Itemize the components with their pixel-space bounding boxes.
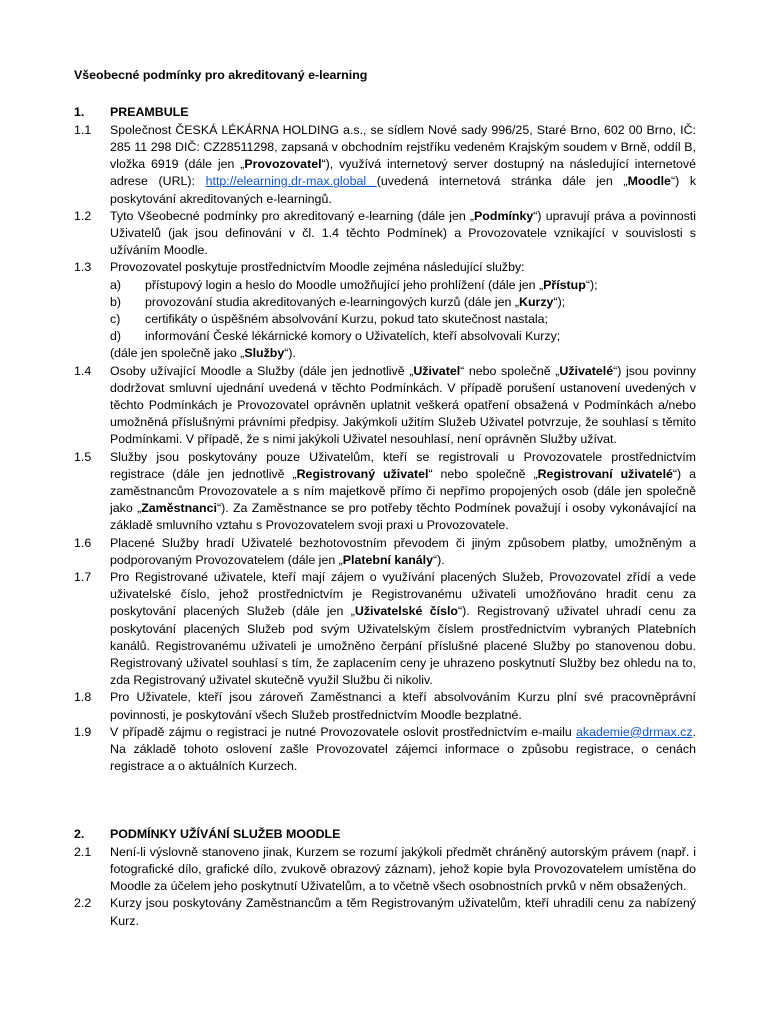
text-run: “). (284, 346, 296, 361)
defined-term: Uživatelské číslo (354, 604, 459, 619)
text-run: . Na základě tohoto oslovení zašle Provozovatel zájemci informace o způsobu registrace, o cenách registrace a o aktuálních Kurzech. (110, 724, 696, 774)
clause-paragraph (110, 535, 696, 569)
clause-number: 2.2 (74, 896, 92, 911)
defined-term: Podmínky (474, 208, 534, 223)
text-run: “), využívá internetový server dostupný na následující internetové adrese (URL): (110, 157, 697, 189)
clause-paragraph (110, 724, 696, 776)
clause-number: 1.3 (74, 260, 92, 275)
clause (74, 363, 696, 449)
clause-number: 1.5 (74, 449, 92, 464)
link[interactable]: http://elearning.dr-max.global (205, 174, 377, 189)
defined-term: Služby (244, 346, 285, 361)
text-run: “) jsou povinny dodržovat smluvní ujednání uvedená v těchto Podmínkách. V případě porušení ustanovení uvedených v těchto Podmínkách je Provozovatel oprávněn uplatnit veškerá opatření obsažená v Podmínkách a/nebo umožněná příslušnými právními předpisy. Jakýmkoli užitím Služeb Uživatel potvrzuje, že souhlasí s těmito Podmínkami. V případě, že s nimi jakýkoli Uživatel nesouhlasí, není oprávněn Služby užívat. (110, 363, 696, 447)
clause-paragraph (110, 689, 696, 723)
text-run: “). Registrovaný uživatel uhradí cenu za poskytování placených Služeb pod svým Uživatelským číslem prostřednictvím vybraných Platebních kanálů. Registrovanému uživateli je umožněno čerpání příslušné placené Služby po stanovenou dobu. Registrovaný uživatel souhlasí s tím, že zaplacením ceny je uhrazeno poskytnutí Služby bez ohledu na to, zda Registrovaný uživatel skutečně využil Službu či nikoliv. (110, 604, 696, 688)
link[interactable]: akademie@drmax.cz (575, 724, 693, 739)
clause-paragraph (110, 895, 696, 929)
clause (74, 449, 696, 535)
clause-text (110, 363, 696, 449)
clause (74, 122, 696, 208)
clause-number: 1.7 (74, 569, 92, 584)
defined-term: Kurzy (519, 294, 554, 309)
clause (74, 689, 696, 723)
clause-paragraph (110, 569, 696, 689)
text-run: Tyto Všeobecné podmínky pro akreditovaný e-learning (dále jen „ (110, 208, 475, 223)
text-run: V případě zájmu o registraci je nutné Provozovatele oslovit prostřednictvím e-mailu (110, 724, 576, 739)
text-run: “); (585, 277, 598, 292)
clause-number: 1.6 (74, 535, 92, 550)
text-run: Placené Služby hradí Uživatelé bezhotovostním převodem či jiným způsobem platby, umožněným a podporovaným Provozovatelem (dále jen „ (110, 535, 696, 567)
text-run: “) upravují práva a povinnosti Uživatelů (jak jsou definováni v čl. 1.4 těchto Podmínek) a Provozovatele vznikající v souvislosti s užíváním Moodle. (110, 208, 696, 258)
defined-term: Provozovatel (244, 157, 322, 172)
defined-term: Registrovaní uživatelé (537, 466, 673, 481)
clause-closing (110, 345, 696, 362)
clause-text (110, 724, 696, 776)
section-heading (74, 826, 696, 843)
text-run: “) k poskytování akreditovaných e-learningů. (110, 174, 697, 206)
clause-paragraph (110, 122, 696, 208)
list-item-text (145, 328, 696, 345)
list-item (110, 311, 696, 328)
clause-paragraph (110, 363, 696, 449)
text-run: Kurzy jsou poskytovány Zaměstnancům a těm Registrovaným uživatelům, kteří uhradili cenu za nabízený Kurz. (110, 896, 696, 928)
text-run: “). (433, 552, 445, 567)
list-item-label: c) (110, 311, 121, 326)
clause-number: 1.1 (74, 122, 92, 137)
clause-paragraph (110, 449, 696, 535)
clause (74, 569, 696, 689)
list-item-text (145, 294, 696, 311)
text-run: “). Za Zaměstnance se pro potřeby těchto Podmínek považují i osoby vykonávající na základě smluvního vztahu s Provozovatelem svoji praxi u Provozovatele. (110, 501, 696, 533)
section-number: 2. (74, 827, 85, 841)
section-number: 1. (74, 105, 85, 119)
clause-text (110, 122, 696, 208)
text-run: Osoby užívající Moodle a Služby (dále jen jednotlivě „ (110, 363, 414, 378)
text-run: provozování studia akreditovaných e-learningových kurzů (dále jen „ (145, 294, 519, 309)
section-title: PREAMBULE (110, 105, 189, 119)
clause-text (110, 569, 696, 689)
clause-paragraph (110, 208, 696, 260)
document-title: Všeobecné podmínky pro akreditovaný e-learning (74, 68, 368, 82)
list-item-label: b) (110, 294, 122, 309)
list-item (110, 328, 696, 345)
text-run: Není-li výslovně stanoveno jinak, Kurzem se rozumí jakýkoli předmět chráněný autorským právem (např. i fotografické dílo, grafické dílo, zvukově obrazový záznam), jehož kopie byla Provozovatelem umístěna do Moodle za účelem jeho poskytnutí Uživatelům, a to včetně všech osobnostních prvků v něm obsažených. (110, 844, 696, 894)
list-item (110, 277, 696, 294)
clause (74, 535, 696, 569)
clause-text (110, 535, 696, 569)
defined-term: Uživatel (413, 363, 461, 378)
list-item-label: a) (110, 277, 122, 292)
clause (74, 895, 696, 929)
text-run: Provozovatel poskytuje prostřednictvím Moodle zejména následující služby: (110, 260, 525, 275)
section-title: PODMÍNKY UŽÍVÁNÍ SLUŽEB MOODLE (110, 827, 341, 841)
defined-term: Přístup (543, 277, 586, 292)
text-run: (dále jen společně jako „ (110, 346, 245, 361)
list-item-label: d) (110, 329, 122, 344)
text-run: Služby jsou poskytovány pouze Uživatelům, kteří se registrovali u Provozovatele prostřednictvím registrace (dále jen jednotlivě „ (110, 449, 696, 481)
clause-number: 1.9 (74, 724, 92, 739)
text-run: informování České lékárnické komory o Uživatelích, kteří absolvovali Kurzy; (145, 329, 561, 344)
text-run: Pro Uživatele, kteří jsou zároveň Zaměstnanci a kteří absolvováním Kurzu plní své pracovněprávní povinnosti, je poskytování všech Služeb prostřednictvím Moodle bezplatné. (110, 690, 696, 722)
list-item-text (145, 277, 696, 294)
text-run: “); (553, 294, 566, 309)
clause-number: 1.8 (74, 690, 92, 705)
defined-term: Platební kanály (342, 552, 434, 567)
section-heading (74, 104, 696, 121)
defined-term: Registrovaný uživatel (296, 466, 429, 481)
text-run: Pro Registrované uživatele, kteří mají zájem o využívání placených Služeb, Provozovatel zřídí a vede uživatelské číslo, jehož prostřednictvím je Registrovanému uživateli umožňováno hradit cenu za poskytování placených Služeb (dále jen „ (110, 569, 696, 619)
clause (74, 844, 696, 896)
clause-paragraph (110, 844, 696, 896)
text-run: Společnost ČESKÁ LÉKÁRNA HOLDING a.s., se sídlem Nové sady 996/25, Staré Brno, 602 00 Brno, IČ: 285 11 298 DIČ: CZ28511298, zapsaná v obchodním rejstříku vedeném Krajským soudem v Brně, oddíl B, vložka 6919 (dále jen „ (110, 122, 696, 172)
clause-text (110, 844, 696, 896)
text-run: “ nebo společně „ (428, 466, 538, 481)
clause (74, 724, 696, 776)
clause-paragraph (110, 259, 696, 276)
list-item-text (145, 311, 696, 328)
defined-term: Moodle (627, 174, 671, 189)
defined-term: Uživatelé (559, 363, 614, 378)
text-run: přístupový login a heslo do Moodle umožňující jeho prohlížení (dále jen „ (145, 277, 544, 292)
clause-text (110, 208, 696, 260)
clause-number: 1.4 (74, 363, 92, 378)
clause (74, 259, 696, 362)
text-run: “ nebo společně „ (460, 363, 560, 378)
text-run: certifikáty o úspěšném absolvování Kurzu, pokud tato skutečnost nastala; (145, 311, 548, 326)
clause-number: 2.1 (74, 844, 92, 859)
list-item (110, 294, 696, 311)
clause (74, 208, 696, 260)
text-run: (uvedená internetová stránka dále jen „ (376, 174, 628, 189)
text-run: “) a zaměstnancům Provozovatele a s ním majetkově přímo či nepřímo propojených osob (dále jen společně jako „ (110, 466, 696, 516)
section-preambule (74, 104, 696, 775)
section-podminky-uzivani (74, 826, 696, 930)
clause-text (110, 259, 696, 362)
clause-number: 1.2 (74, 208, 92, 223)
clause-text (110, 895, 696, 929)
clause-text (110, 689, 696, 723)
clause-text (110, 449, 696, 535)
defined-term: Zaměstnanci (141, 501, 217, 516)
